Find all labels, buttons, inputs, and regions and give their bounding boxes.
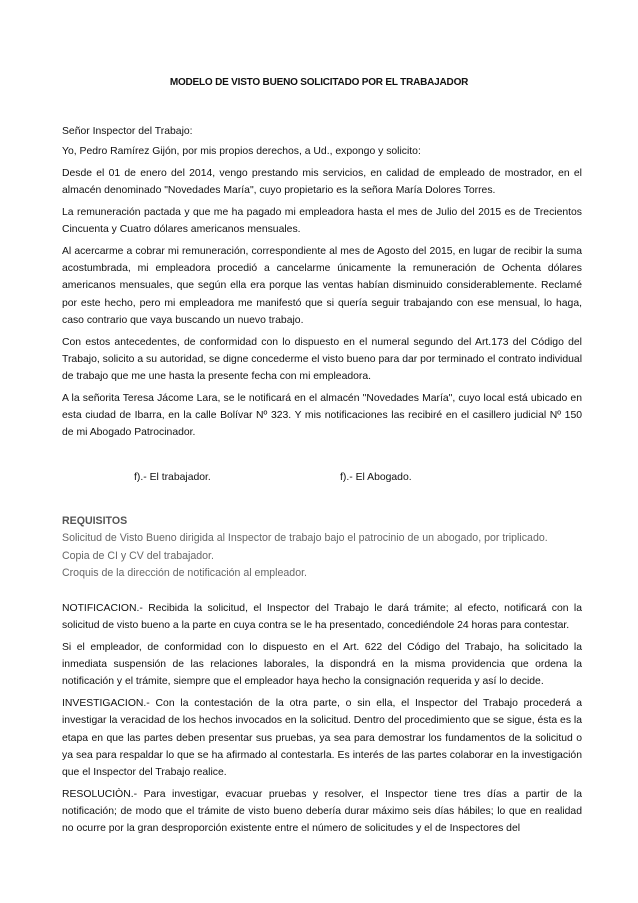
notification-address-paragraph: A la señorita Teresa Jácome Lara, se le notificará en el almacén "Novedades María", cuyo local está ubicado en esta ciudad de Ibarra, en la calle Bolívar Nº 323. Y mis notificaciones las recibiré en el casillero judicial Nº 150 de mi Abogado Patrocinador. — [62, 392, 582, 439]
requirement-item: Solicitud de Visto Bueno dirigida al Inspector de trabajo bajo el patrocinio de un abogado, por triplicado. — [62, 532, 548, 545]
lawyer-signature: f).- El Abogado. — [340, 472, 412, 483]
document-title: MODELO DE VISTO BUENO SOLICITADO POR EL TRABAJADOR — [169, 77, 469, 88]
requirements-section — [62, 513, 582, 583]
notification-section: NOTIFICACION.- Recibida la solicitud, el Inspector del Trabajo le dará trámite; al efecto, notificará con la solicitud de visto bueno a la parte en cuya contra se le ha presentado, concediéndole 24 horas para contestar. — [62, 603, 582, 632]
salutation: Señor Inspector del Trabajo: — [62, 126, 193, 137]
requirements-heading: REQUISITOS — [62, 515, 128, 527]
complaint-paragraph: Al acercarme a cobrar mi remuneración, correspondiente al mes de Agosto del 2015, en lugar de recibir la suma acostumbrada, mi empleadora procedió a cancelarme únicamente la remuneración de Ochenta dólares americanos mensuales, que según ella era porque las ventas habían disminuido considerablemente. Reclamé por este hecho, pero mi empleadora me manifestó que si quería seguir trabajando con ese mensual, lo haga, caso contrario que vaya buscando un nuevo trabajo. — [62, 246, 582, 326]
investigation-section: INVESTIGACION.- Con la contestación de la otra parte, o sin ella, el Inspector del Trabajo procederá a investigar la veracidad de los hechos invocados en la solicitud. Dentro del procedimiento que se sigue, ésta es la etapa en que las partes deben presentar sus pruebas, ya sea para demostrar los fundamentos de la solicitud o ya sea para respaldar lo que se ha afirmado al contestarla. Es interés de las partes colaborar en la investigación que el Inspector del Trabajo realice. — [62, 698, 582, 779]
suspension-section: Si el empleador, de conformidad con lo dispuesto en el Art. 622 del Código del Trabajo, ha solicitado la inmediata suspensión de las relaciones laborales, la dispondrá en la misma providencia que ordena la notificación y el trámite, siempre que el empleador haya hecho la consignación requerida y así lo decide. — [62, 642, 582, 688]
procedure-sections — [62, 600, 582, 842]
requirement-item: Copia de CI y CV del trabajador. — [62, 549, 214, 562]
request-body — [62, 123, 582, 446]
employment-paragraph: Desde el 01 de enero del 2014, vengo prestando mis servicios, en calidad de empleado de mostrador, en el almacén denominado "Novedades María", cuyo propietario es la señora María Dolores Torres. — [62, 168, 582, 197]
worker-signature: f).- El trabajador. — [134, 472, 211, 483]
resolution-section: RESOLUCIÒN.- Para investigar, evacuar pruebas y resolver, el Inspector tiene tres días a partir de la notificación; de modo que el trámite de visto bueno debería durar máximo seis días hábiles; lo que en realidad no ocurre por la gran desproporción existente entre el número de solicitudes y el de Inspectores del — [62, 788, 582, 835]
remuneration-paragraph: La remuneración pactada y que me ha pagado mi empleadora hasta el mes de Julio del 2015 es de Trecientos Cincuenta y Cuatro dólares americanos mensuales. — [62, 207, 582, 236]
requirement-item: Croquis de la dirección de notificación al empleador. — [62, 567, 307, 580]
intro-paragraph: Yo, Pedro Ramírez Gijón, por mis propios derechos, a Ud., expongo y solicito: — [62, 146, 421, 158]
petition-paragraph: Con estos antecedentes, de conformidad con lo dispuesto en el numeral segundo del Art.173 del Código del Trabajo, solicito a su autoridad, se digne concederme el visto bueno para dar por terminado el contrato individual de trabajo que me une hasta la presente fecha con mi empleadora. — [62, 336, 582, 383]
